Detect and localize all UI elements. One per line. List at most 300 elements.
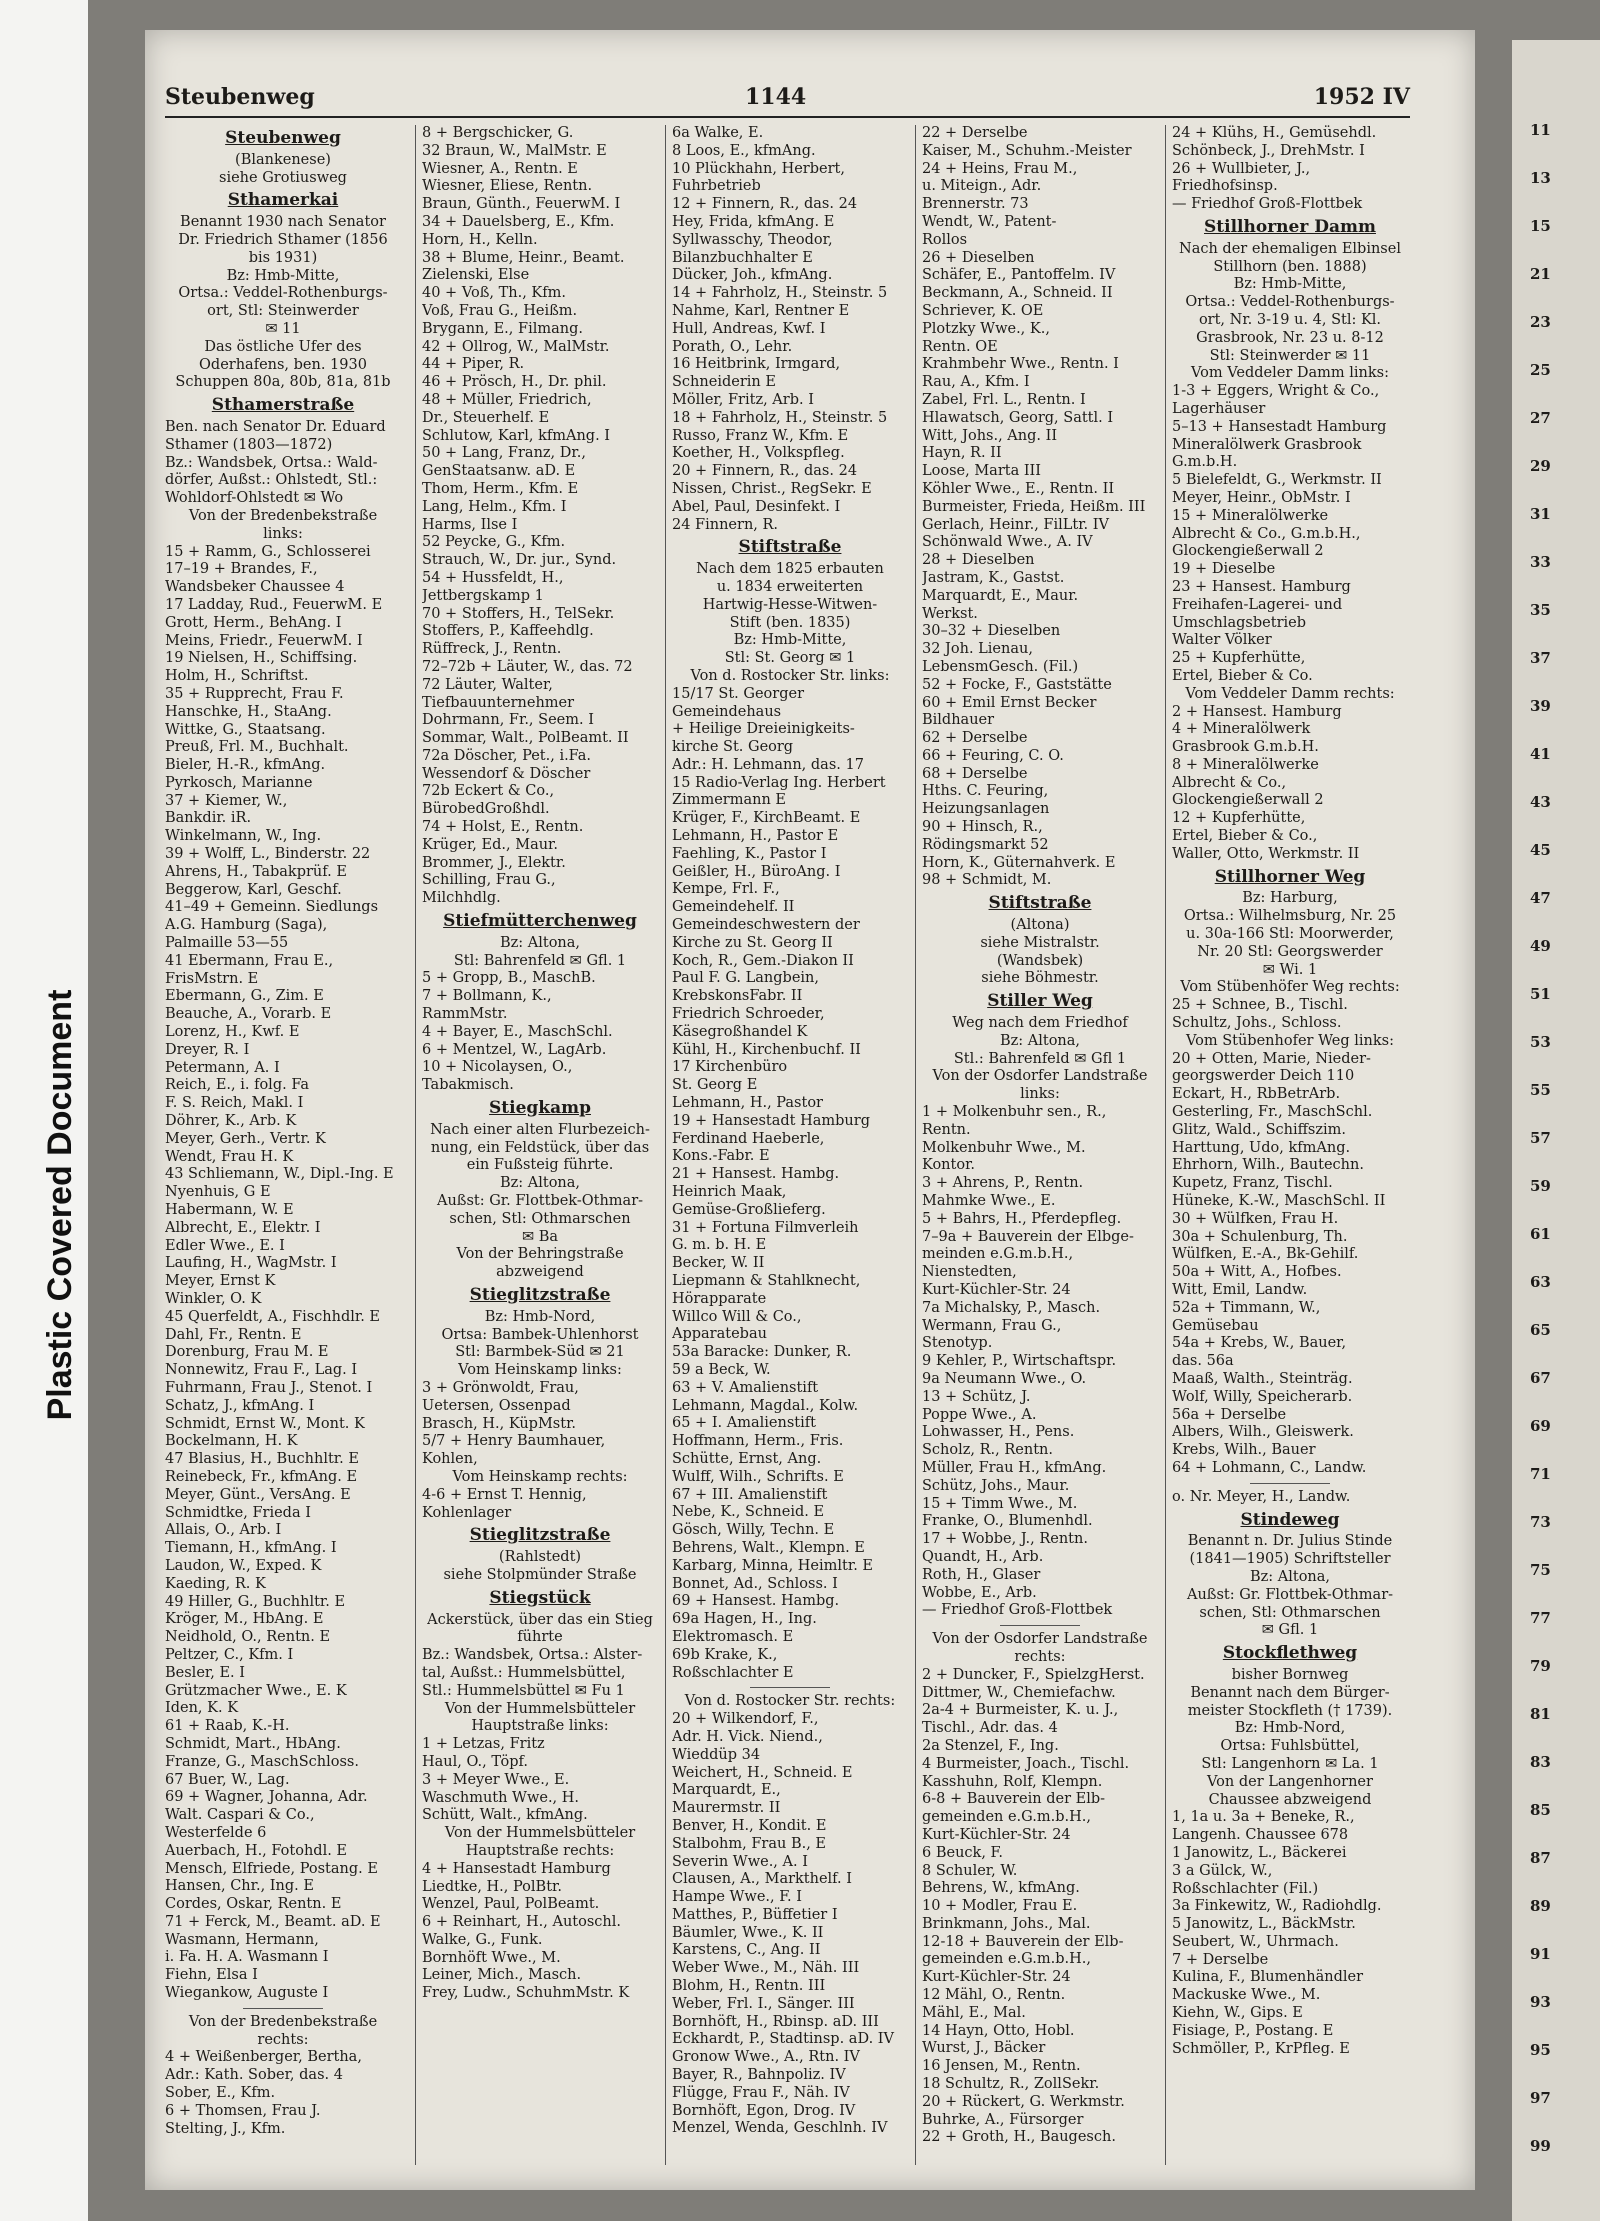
entry-line: 4 + Weißenberger, Bertha, — [165, 2049, 362, 2066]
edge-number: 77 — [1530, 1609, 1551, 1627]
entry-line: Nonnewitz, Frau F., Lag. I — [165, 1362, 358, 1379]
entry-line: RammMstr. — [422, 1006, 508, 1023]
entry-line: 63 + V. Amalienstift — [672, 1379, 819, 1396]
entry-line: Friedrich Schroeder, — [672, 1006, 825, 1023]
entry-line: Von der Hummelsbütteler — [444, 1700, 636, 1717]
entry-line: Von der Bredenbekstraße — [188, 2013, 378, 2030]
entry-line: Franze, G., MaschSchloss. — [165, 1753, 359, 1770]
entry-line: 24 + Klühs, H., Gemüsehdl. — [1172, 125, 1377, 141]
entry-line: (1841—1905) Schriftsteller — [1189, 1551, 1391, 1568]
entry-line: Hauptstraße rechts: — [465, 1842, 615, 1859]
entry-line: Sober, E., Kfm. — [165, 2085, 276, 2102]
entry-line: 20 + Otten, Marie, Nieder- — [1172, 1050, 1371, 1067]
entry-line: Glockengießerwall 2 — [1172, 543, 1324, 560]
entry-line: Beggerow, Karl, Geschf. — [165, 881, 342, 898]
entry-line: Stenotyp. — [922, 1335, 993, 1352]
entry-line: Beckmann, A., Schneid. II — [922, 285, 1113, 302]
street-heading: Stiefmütterchenweg — [443, 911, 637, 932]
entry-line: (Rahlstedt) — [498, 1549, 582, 1566]
entry-line: 5–13 + Hansestadt Hamburg — [1172, 418, 1387, 435]
entry-line: St. Georg E — [672, 1077, 758, 1094]
entry-line: Bockelmann, H. K — [165, 1433, 298, 1450]
entry-line: Bayer, R., Bahnpoliz. IV — [672, 2067, 846, 2084]
entry-line: ort, Stl: Steinwerder — [207, 303, 359, 320]
entry-line: 17 + Wobbe, J., Rentn. — [922, 1531, 1088, 1548]
edge-number: 15 — [1530, 217, 1551, 235]
entry-line: 25 + Kupferhütte, — [1172, 650, 1306, 667]
entry-line: Schriever, K. OE — [922, 302, 1044, 319]
entry-line: 71 + Ferck, M., Beamt. aD. E — [165, 1913, 381, 1930]
entry-line: 65 + I. Amalienstift — [672, 1415, 816, 1432]
entry-line: Bz: Hmb-Mitte, — [226, 267, 340, 284]
entry-line: Rentn. OE — [922, 338, 998, 355]
entry-line: Schönbeck, J., DrehMstr. I — [1172, 142, 1365, 159]
column-4 — [915, 125, 1158, 2165]
entry-line: 20 + Finnern, R., das. 24 — [672, 463, 858, 480]
entry-line: Bz.: Wandsbek, Ortsa.: Alster- — [422, 1647, 643, 1664]
entry-line: 3 a Gülck, W., — [1172, 1862, 1273, 1879]
entry-line: Koether, H., Volkspfleg. — [672, 445, 845, 462]
entry-line: Schlutow, Karl, kfmAng. I — [422, 427, 611, 444]
entry-line: Hey, Frida, kfmAng. E — [672, 213, 835, 230]
entry-line: Langenh. Chaussee 678 — [1172, 1827, 1349, 1844]
entry-line: Vom Veddeler Damm links: — [1191, 365, 1389, 382]
entry-line: Apparatebau — [672, 1326, 767, 1343]
entry-line: 70 + Stoffers, H., TelSekr. — [422, 605, 615, 622]
entry-line: siehe Böhmestr. — [981, 970, 1099, 987]
entry-line: Ertel, Bieber & Co. — [1172, 667, 1313, 684]
entry-line: Brygann, E., Filmang. — [422, 320, 583, 337]
entry-line: Ertel, Bieber & Co., — [1172, 828, 1318, 845]
entry-line: Matthes, P., Büffetier I — [672, 1906, 838, 1923]
entry-line: 39 + Wolff, L., Binderstr. 22 — [165, 846, 371, 863]
edge-number: 69 — [1530, 1417, 1551, 1435]
entry-line: Bz: Hmb-Nord, — [484, 1308, 596, 1325]
entry-line: rechts: — [1014, 1648, 1066, 1665]
entry-line: 1, 1a u. 3a + Beneke, R., — [1172, 1809, 1355, 1826]
edge-number: 73 — [1530, 1513, 1551, 1531]
entry-line: Fuhrbetrieb — [672, 178, 761, 195]
street-heading: Stockflethweg — [1222, 1643, 1358, 1664]
entry-line: Rollos — [922, 231, 968, 248]
entry-line: 1-3 + Eggers, Wright & Co., — [1172, 383, 1380, 400]
entry-line: Stl: Langenhorn ✉ La. 1 — [1201, 1755, 1379, 1772]
entry-line: Wulff, Wilh., Schrifts. E — [672, 1468, 844, 1485]
entry-line: Adr.: Kath. Sober, das. 4 — [165, 2067, 343, 2084]
entry-line: Vom Stübenhofer Weg links: — [1185, 1032, 1394, 1049]
entry-line: Koch, R., Gem.-Diakon II — [672, 952, 854, 969]
entry-line: 5/7 + Henry Baumhauer, — [422, 1433, 606, 1450]
entry-line: KrebskonsFabr. II — [672, 988, 803, 1005]
entry-line: rechts: — [257, 2031, 309, 2048]
entry-line: Geißler, H., BüroAng. I — [672, 863, 841, 880]
entry-line: Schütte, Ernst, Ang. — [672, 1450, 822, 1467]
entry-line: gemeinden e.G.m.b.H., — [922, 1951, 1091, 1968]
entry-line: Rau, A., Kfm. I — [922, 374, 1030, 391]
entry-line: 4 Burmeister, Joach., Tischl. — [922, 1755, 1130, 1772]
entry-line: 28 + Dieselben — [922, 552, 1035, 569]
edge-number: 43 — [1530, 793, 1551, 811]
entry-line: Poppe Wwe., A. — [922, 1406, 1037, 1423]
entry-line: 23 + Hansest. Hamburg — [1172, 578, 1351, 595]
street-heading: Stieglitzstraße — [469, 1525, 611, 1546]
entry-line: Lohwasser, H., Pens. — [922, 1424, 1075, 1441]
entry-line: 6 + Reinhart, H., Autoschl. — [422, 1914, 622, 1931]
entry-line: Rentn. — [922, 1121, 971, 1138]
entry-line: 19 + Hansestadt Hamburg — [672, 1112, 870, 1129]
column-5 — [1165, 125, 1408, 2165]
entry-line: Benannt nach dem Bürger- — [1190, 1684, 1390, 1701]
entry-line: 1 Janowitz, L., Bäckerei — [1172, 1844, 1347, 1861]
entry-line: Kiehn, W., Gips. E — [1172, 2005, 1303, 2022]
entry-line: Hull, Andreas, Kwf. I — [672, 320, 826, 337]
entry-line: 1 + Letzas, Fritz — [422, 1736, 545, 1753]
entry-line: Nr. 20 Stl: Georgswerder — [1197, 943, 1383, 960]
entry-line: Albrecht & Co., G.m.b.H., — [1172, 525, 1361, 542]
entry-line: Hampe Wwe., F. I — [672, 1889, 802, 1906]
edge-number: 31 — [1530, 505, 1551, 523]
entry-line: 60 + Emil Ernst Becker — [922, 694, 1097, 711]
entry-line: o. Nr. Meyer, H., Landw. — [1172, 1488, 1351, 1505]
entry-line: 14 + Fahrholz, H., Steinstr. 5 — [672, 285, 888, 302]
entry-line: Clausen, A., Markthelf. I — [672, 1871, 852, 1888]
entry-line: Wiegankow, Auguste I — [165, 1985, 329, 2002]
entry-line: u. Miteign., Adr. — [922, 178, 1042, 195]
street-heading: Sthamerkai — [227, 190, 339, 211]
entry-line: 12 + Kupferhütte, — [1172, 810, 1306, 827]
entry-line: Harms, Ilse I — [422, 516, 518, 533]
entry-line: 48 + Müller, Friedrich, — [422, 391, 592, 408]
entry-line: Harttung, Udo, kfmAng. — [1172, 1139, 1351, 1156]
entry-line: 44 + Piper, R. — [422, 356, 525, 373]
entry-line: Bankdir. iR. — [165, 810, 252, 827]
entry-line: Holm, H., Schriftst. — [165, 668, 309, 685]
entry-line: Wolf, Willy, Speicherarb. — [1172, 1388, 1353, 1405]
column-2 — [415, 125, 658, 2165]
entry-line: Lehmann, Magdal., Kolw. — [672, 1397, 859, 1414]
entry-line: 10 + Nicolaysen, O., — [422, 1059, 573, 1076]
entry-line: Nebe, K., Schneid. E — [672, 1504, 825, 1521]
edge-number: 97 — [1530, 2089, 1551, 2107]
entry-line: Nyenhuis, G E — [165, 1184, 271, 1201]
entry-line: Schütt, Walt., kfmAng. — [422, 1807, 588, 1824]
entry-line: Bonnet, Ad., Schloss. I — [672, 1575, 838, 1592]
entry-line: Bz: Hmb-Mitte, — [733, 632, 847, 649]
entry-line: 64 + Lohmann, C., Landw. — [1172, 1459, 1367, 1476]
entry-line: 59 a Beck, W. — [672, 1361, 771, 1378]
entry-line: Döhrer, K., Arb. K — [165, 1113, 297, 1130]
entry-line: 9 Kehler, P., Wirtschaftspr. — [922, 1353, 1117, 1370]
street-heading: Steubenweg — [225, 128, 341, 148]
entry-line: 15 + Timm Wwe., M. — [922, 1495, 1078, 1512]
entry-line: 38 + Blume, Heinr., Beamt. — [422, 249, 625, 266]
entry-line: Wendt, Frau H. K — [165, 1148, 294, 1165]
street-heading: Stiegkamp — [489, 1098, 591, 1119]
entry-line: 30a + Schulenburg, Th. — [1172, 1228, 1348, 1245]
entry-line: Hüneke, K.-W., MaschSchl. II — [1172, 1193, 1386, 1210]
entry-line: Karstens, C., Ang. II — [672, 1942, 821, 1959]
entry-line: Kurt-Küchler-Str. 24 — [922, 1826, 1071, 1843]
entry-line: Quandt, H., Arb. — [922, 1548, 1044, 1565]
edge-number: 23 — [1530, 313, 1551, 331]
edge-number: 65 — [1530, 1321, 1551, 1339]
entry-line: Mensch, Elfriede, Postang. E — [165, 1860, 378, 1877]
edge-number: 55 — [1530, 1081, 1551, 1099]
entry-line: 16 Heitbrink, Irmgard, — [672, 356, 841, 373]
entry-line: 49 Hiller, G., Buchhltr. E — [165, 1593, 346, 1610]
entry-line: schen, Stl: Othmarschen — [449, 1210, 631, 1227]
entry-line: 4 + Bayer, E., MaschSchl. — [422, 1023, 613, 1040]
entry-line: Witt, Johs., Ang. II — [922, 427, 1058, 444]
entry-line: Horn, H., Kelln. — [422, 231, 538, 248]
entry-line: Severin Wwe., A. I — [672, 1853, 808, 1870]
entry-line: Gemeindehelf. II — [672, 899, 795, 916]
entry-line: Bornhöft Wwe., M. — [422, 1949, 561, 1966]
street-heading: Stiegstück — [489, 1587, 591, 1608]
entry-line: Kirche zu St. Georg II — [672, 934, 833, 951]
entry-line: Marquardt, E., — [672, 1782, 781, 1799]
entry-line: Lagerhäuser — [1172, 400, 1266, 417]
entry-line: Gemüse-Großlieferg. — [672, 1201, 826, 1218]
entry-line: 20 + Wilkendorf, F., — [672, 1711, 819, 1728]
entry-line: Habermann, W. E — [165, 1202, 294, 1219]
entry-line: Walter Völker — [1172, 632, 1272, 649]
entry-line: Außst: Gr. Flottbek-Othmar- — [1186, 1586, 1394, 1603]
entry-line: Mackuske Wwe., M. — [1172, 1987, 1321, 2004]
entry-line: Zielenski, Else — [422, 267, 530, 284]
entry-line: Nach dem 1825 erbauten — [696, 561, 884, 578]
entry-line: Kons.-Fabr. E — [672, 1148, 770, 1165]
entry-line: Hauptstraße links: — [471, 1718, 609, 1735]
entry-line: meinden e.G.m.b.H., — [922, 1246, 1074, 1263]
entry-line: Vom Stübenhöfer Weg rechts: — [1180, 979, 1400, 996]
entry-line: Ortsa: Bambek-Uhlenhorst — [441, 1326, 639, 1343]
entry-line: Bz: Hmb-Nord, — [1234, 1720, 1346, 1737]
entry-line: Peltzer, C., Kfm. I — [165, 1646, 294, 1663]
entry-line: 12-18 + Bauverein der Elb- — [922, 1933, 1124, 1950]
entry-line: Bornhöft, H., Rbinsp. aD. III — [672, 2013, 879, 2030]
entry-line: Haul, O., Töpf. — [422, 1753, 528, 1770]
entry-line: Glitz, Wald., Schiffszim. — [1172, 1121, 1346, 1138]
entry-line: Möller, Fritz, Arb. I — [672, 391, 814, 408]
entry-line: Benannt n. Dr. Julius Stinde — [1187, 1533, 1393, 1550]
entry-line: 7 + Bollmann, K., — [422, 988, 552, 1005]
entry-line: 72b Eckert & Co., — [422, 783, 555, 800]
street-heading: Stiller Weg — [987, 991, 1093, 1012]
street-heading: Sthamerstraße — [211, 395, 355, 416]
entry-line: 56a + Derselbe — [1172, 1406, 1287, 1423]
entry-line: Schmidtke, Frieda I — [165, 1504, 311, 1521]
entry-line: 4 + Hansestadt Hamburg — [422, 1860, 611, 1877]
entry-line: 6 Beuck, F. — [922, 1844, 1003, 1861]
entry-line: Faehling, K., Pastor I — [672, 845, 827, 862]
entry-line: 46 + Prösch, H., Dr. phil. — [422, 374, 607, 391]
entry-line: kirche St. Georg — [672, 739, 794, 756]
entry-line: 5 + Bahrs, H., Pferdepfleg. — [922, 1210, 1122, 1227]
entry-line: 5 + Gropp, B., MaschB. — [422, 970, 596, 987]
columns-container — [165, 125, 1410, 2165]
entry-line: Albrecht & Co., — [1172, 774, 1287, 791]
entry-line: 66 + Feuring, C. O. — [922, 747, 1064, 764]
entry-line: Fisiage, P., Postang. E — [1172, 2022, 1334, 2039]
entry-line: 17 Kirchenbüro — [672, 1059, 788, 1076]
entry-line: 34 + Dauelsberg, E., Kfm. — [422, 213, 615, 230]
entry-line: Tischl., Adr. das. 4 — [922, 1720, 1058, 1737]
entry-line: Hayn, R. II — [922, 445, 1002, 462]
entry-line: Stl: Barmbek-Süd ✉ 21 — [455, 1344, 625, 1361]
entry-line: Hlawatsch, Georg, Sattl. I — [922, 409, 1114, 426]
entry-line: GenStaatsanw. aD. E — [422, 463, 576, 480]
entry-line: Chaussee abzweigend — [1208, 1791, 1372, 1808]
entry-line: Roth, H., Glaser — [922, 1566, 1041, 1583]
entry-line: Bäumler, Wwe., K. II — [672, 1924, 824, 1941]
entry-line: FrisMstrn. E — [165, 970, 259, 987]
entry-line: Winkelmann, W., Ing. — [165, 828, 322, 845]
entry-line: Kröger, M., HbAng. E — [165, 1611, 324, 1628]
entry-line: Paul F. G. Langbein, — [672, 970, 819, 987]
entry-line: 52a + Timmann, W., — [1172, 1299, 1321, 1316]
entry-line: 54a + Krebs, W., Bauer, — [1172, 1335, 1347, 1352]
entry-line: Wurst, J., Bäcker — [922, 2040, 1046, 2057]
entry-line: Eckart, H., RbBetrArb. — [1172, 1086, 1341, 1103]
entry-line: Ahrens, H., Tabakprüf. E — [165, 863, 347, 880]
entry-line: 72–72b + Läuter, W., das. 72 — [422, 658, 633, 675]
entry-line: Nach einer alten Flurbezeich- — [430, 1121, 650, 1138]
edge-number: 63 — [1530, 1273, 1551, 1291]
entry-line: Bz: Altona, — [499, 1175, 581, 1192]
entry-line: Kurt-Küchler-Str. 24 — [922, 1282, 1071, 1298]
entry-line: Brommer, J., Elektr. — [422, 854, 566, 871]
entry-line: Kempe, Frl. F., — [672, 881, 780, 898]
entry-line: Wülfken, E.-A., Bk-Gehilf. — [1172, 1246, 1359, 1263]
entry-line: Kaiser, M., Schuhm.-Meister — [922, 142, 1132, 159]
entry-line: Marquardt, E., Maur. — [922, 587, 1079, 604]
entry-line: Krüger, F., KirchBeamt. E — [672, 810, 861, 827]
entry-line: Preuß, Frl. M., Buchhalt. — [165, 739, 349, 756]
entry-line: das. 56a — [1172, 1353, 1234, 1370]
entry-line: Bz: Altona, — [499, 934, 581, 951]
entry-line: 8 + Bergschicker, G. — [422, 125, 574, 141]
entry-line: Lang, Helm., Kfm. I — [422, 498, 567, 515]
entry-line: Albrecht, E., Elektr. I — [165, 1219, 321, 1236]
entry-line: Edler Wwe., E. I — [165, 1237, 285, 1254]
entry-line: 35 + Rupprecht, Frau F. — [165, 685, 344, 702]
entry-line: 24 Finnern, R. — [672, 516, 779, 533]
entry-line: 50 + Lang, Franz, Dr., — [422, 445, 586, 462]
entry-line: 22 + Derselbe — [922, 125, 1028, 141]
entry-line: Roßschlachter E — [672, 1664, 794, 1681]
entry-line: A.G. Hamburg (Saga), — [165, 917, 328, 934]
entry-line: Burmeister, Frieda, Heißm. III — [922, 498, 1146, 515]
entry-line: Grasbrook G.m.b.H. — [1172, 739, 1319, 756]
entry-line: Bz: Altona, — [1249, 1568, 1331, 1585]
entry-line: links: — [1020, 1086, 1060, 1103]
entry-line: 52 + Focke, F., Gaststätte — [922, 676, 1112, 693]
edge-number: 85 — [1530, 1801, 1551, 1819]
entry-line: Stillhorn (ben. 1888) — [1213, 258, 1367, 275]
entry-line: Walt. Caspari & Co., — [165, 1807, 315, 1824]
entry-line: 10 + Modler, Frau E. — [922, 1898, 1078, 1915]
entry-line: führte — [517, 1629, 563, 1646]
edge-number: 79 — [1530, 1657, 1551, 1675]
entry-line: Von der Hummelsbütteler — [444, 1825, 636, 1842]
entry-line: 14 Hayn, Otto, Hobl. — [922, 2022, 1075, 2039]
entry-line: Becker, W. II — [672, 1255, 765, 1272]
entry-line: Jastram, K., Gastst. — [922, 569, 1065, 586]
entry-line: Bz.: Wandsbek, Ortsa.: Wald- — [165, 454, 378, 471]
entry-line: Müller, Frau H., kfmAng. — [922, 1459, 1107, 1476]
entry-line: Fuhrmann, Frau J., Stenot. I — [165, 1379, 373, 1396]
entry-line: 4 + Mineralölwerk — [1172, 721, 1311, 738]
entry-line: 69b Krake, K., — [672, 1646, 778, 1663]
entry-line: Stl: Bahrenfeld ✉ Gfl. 1 — [453, 952, 627, 969]
entry-line: tal, Außst.: Hummelsbüttel, — [422, 1664, 626, 1681]
entry-line: 7–9a + Bauverein der Elbge- — [922, 1228, 1134, 1245]
entry-line: Behrens, W., kfmAng. — [922, 1880, 1080, 1897]
entry-line: Tiemann, H., kfmAng. I — [165, 1540, 337, 1557]
entry-line: Weg nach dem Friedhof — [952, 1015, 1128, 1032]
entry-line: Waschmuth Wwe., H. — [422, 1789, 580, 1806]
entry-line: 41 Ebermann, Frau E., — [165, 952, 334, 969]
entry-line: Elektromasch. E — [672, 1628, 794, 1645]
edge-number: 51 — [1530, 985, 1551, 1003]
entry-line: Wiesner, Eliese, Rentn. — [422, 178, 593, 195]
entry-line: Schmöller, P., KrPfleg. E — [1172, 2040, 1350, 2057]
entry-line: Bildhauer — [922, 712, 995, 729]
column-1 — [165, 125, 401, 2165]
entry-line: 12 + Finnern, R., das. 24 — [672, 196, 858, 213]
entry-line: Cordes, Oskar, Rentn. E — [165, 1896, 342, 1913]
entry-line: Dittmer, W., Chemiefachw. — [922, 1684, 1116, 1701]
entry-line: Kontor. — [922, 1157, 976, 1174]
entry-line: Nienstedten, — [922, 1264, 1017, 1281]
entry-line: Von d. Rostocker Str. rechts: — [684, 1693, 896, 1710]
entry-line: Westerfelde 6 — [165, 1824, 267, 1841]
entry-line: G.m.b.H. — [1172, 454, 1238, 471]
entry-line: 15 + Mineralölwerke — [1172, 507, 1329, 524]
page-header — [165, 78, 1410, 118]
street-heading: Stieglitzstraße — [469, 1285, 611, 1305]
entry-line: Brinkmann, Johs., Mal. — [922, 1915, 1091, 1932]
entry-line: Loose, Marta III — [922, 463, 1042, 480]
entry-line: Krahmbehr Wwe., Rentn. I — [922, 356, 1119, 373]
entry-line: 2 + Duncker, F., SpielzgHerst. — [922, 1666, 1145, 1683]
directory-page — [145, 30, 1475, 2190]
entry-line: Molkenbuhr Wwe., M. — [922, 1139, 1086, 1156]
entry-line: 45 Querfeldt, A., Fischhdlr. E — [165, 1308, 381, 1325]
entry-line: Porath, O., Lehr. — [672, 338, 793, 355]
entry-line: Oderhafens, ben. 1930 — [199, 356, 367, 373]
entry-line: Kühl, H., Kirchenbuchf. II — [672, 1041, 861, 1058]
entry-line: 5 Bielefeldt, G., Werkmstr. II — [1172, 472, 1382, 489]
entry-line: 62 + Derselbe — [922, 730, 1028, 747]
entry-line: Menzel, Wenda, Geschlnh. IV — [672, 2120, 888, 2137]
entry-line: Meyer, Gerh., Vertr. K — [165, 1130, 326, 1147]
entry-line: Ortsa.: Veddel-Rothenburgs- — [178, 285, 388, 302]
entry-line: Meyer, Heinr., ObMstr. I — [1172, 489, 1351, 506]
edge-number: 33 — [1530, 553, 1551, 571]
entry-line: Von der Behringstraße — [456, 1246, 624, 1263]
entry-line: Eckhardt, P., Stadtinsp. aD. IV — [672, 2031, 894, 2048]
entry-line: u. 1834 erweiterten — [716, 578, 864, 595]
entry-line: Gemeindehaus — [672, 703, 782, 720]
entry-line: Mineralölwerk Grasbrook — [1172, 436, 1362, 453]
entry-line: Jettbergskamp 1 — [422, 587, 544, 604]
entry-line: 21 + Hansest. Hambg. — [672, 1166, 840, 1183]
entry-line: Lehmann, H., Pastor — [672, 1095, 823, 1112]
edge-number: 57 — [1530, 1129, 1551, 1147]
entry-line: 3 + Meyer Wwe., E. — [422, 1771, 570, 1788]
